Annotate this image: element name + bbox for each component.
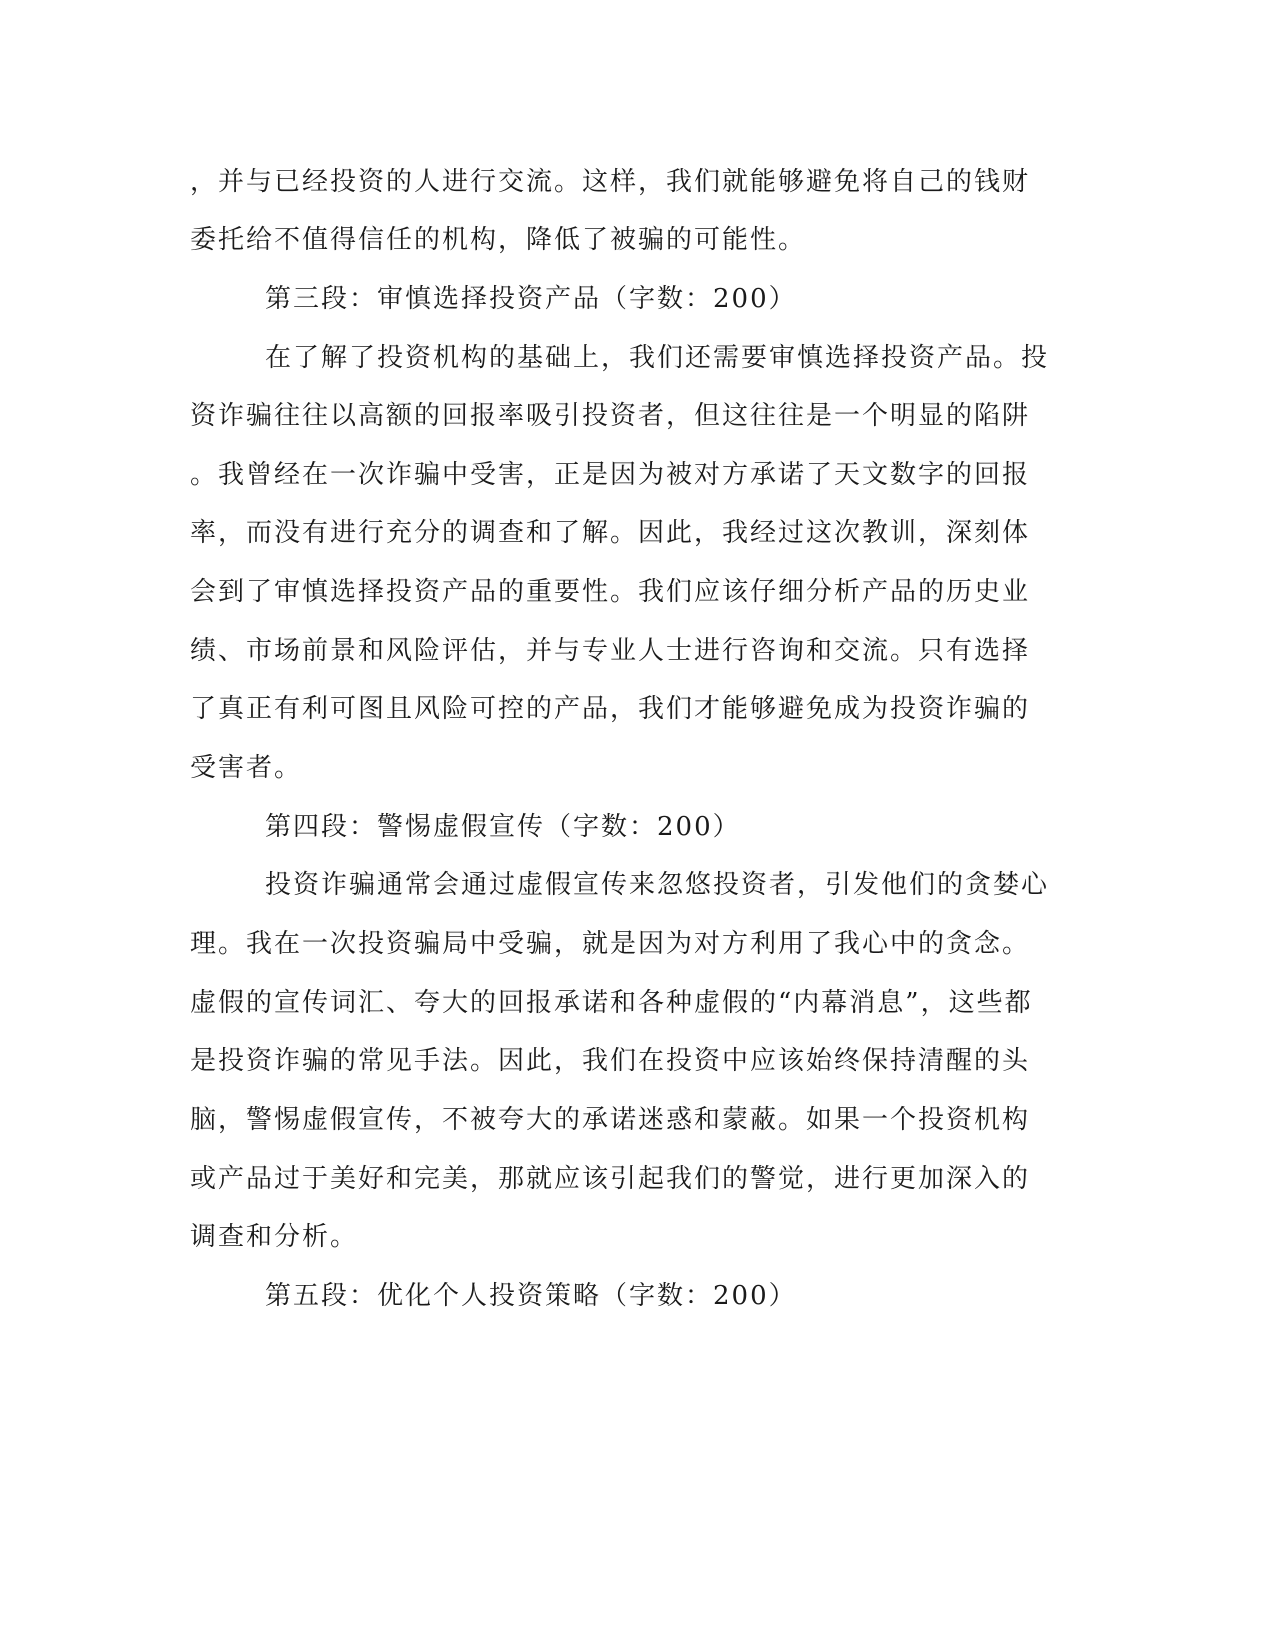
text-line: 脑，警惕虚假宣传，不被夸大的承诺迷惑和蒙蔽。如果一个投资机构 [190,1105,1031,1135]
text-line: 投资诈骗通常会通过虚假宣传来忽悠投资者，引发他们的贪婪心 [265,870,1050,900]
text-line: 绩、市场前景和风险评估，并与专业人士进行咨询和交流。只有选择 [190,636,1031,666]
section-heading-5: 第五段：优化个人投资策略（字数：200） [265,1281,797,1311]
text-line: 虚假的宣传词汇、夸大的回报承诺和各种虚假的“内幕消息”，这些都 [190,988,1033,1018]
text-line: 会到了审慎选择投资产品的重要性。我们应该仔细分析产品的历史业 [190,577,1031,607]
text-line: 在了解了投资机构的基础上，我们还需要审慎选择投资产品。投 [265,343,1050,373]
text-line: 是投资诈骗的常见手法。因此，我们在投资中应该始终保持清醒的头 [190,1046,1031,1076]
text-line: 调查和分析。 [190,1222,359,1252]
text-line: 理。我在一次投资骗局中受骗，就是因为对方利用了我心中的贪念。 [190,929,1031,959]
text-line: ，并与已经投资的人进行交流。这样，我们就能够避免将自己的钱财 [190,167,1031,197]
text-line: 资诈骗往往以高额的回报率吸引投资者，但这往往是一个明显的陷阱 [190,401,1031,431]
section-heading-4: 第四段：警惕虚假宣传（字数：200） [265,812,741,842]
text-line: 。我曾经在一次诈骗中受害，正是因为被对方承诺了天文数字的回报 [190,460,1031,490]
text-line: 率，而没有进行充分的调查和了解。因此，我经过这次教训，深刻体 [190,518,1031,548]
text-line: 了真正有利可图且风险可控的产品，我们才能够避免成为投资诈骗的 [190,694,1031,724]
section-heading-3: 第三段：审慎选择投资产品（字数：200） [265,284,797,314]
text-line: 委托给不值得信任的机构，降低了被骗的可能性。 [190,225,807,255]
text-line: 或产品过于美好和完美，那就应该引起我们的警觉，进行更加深入的 [190,1164,1031,1194]
text-line: 受害者。 [190,753,303,783]
